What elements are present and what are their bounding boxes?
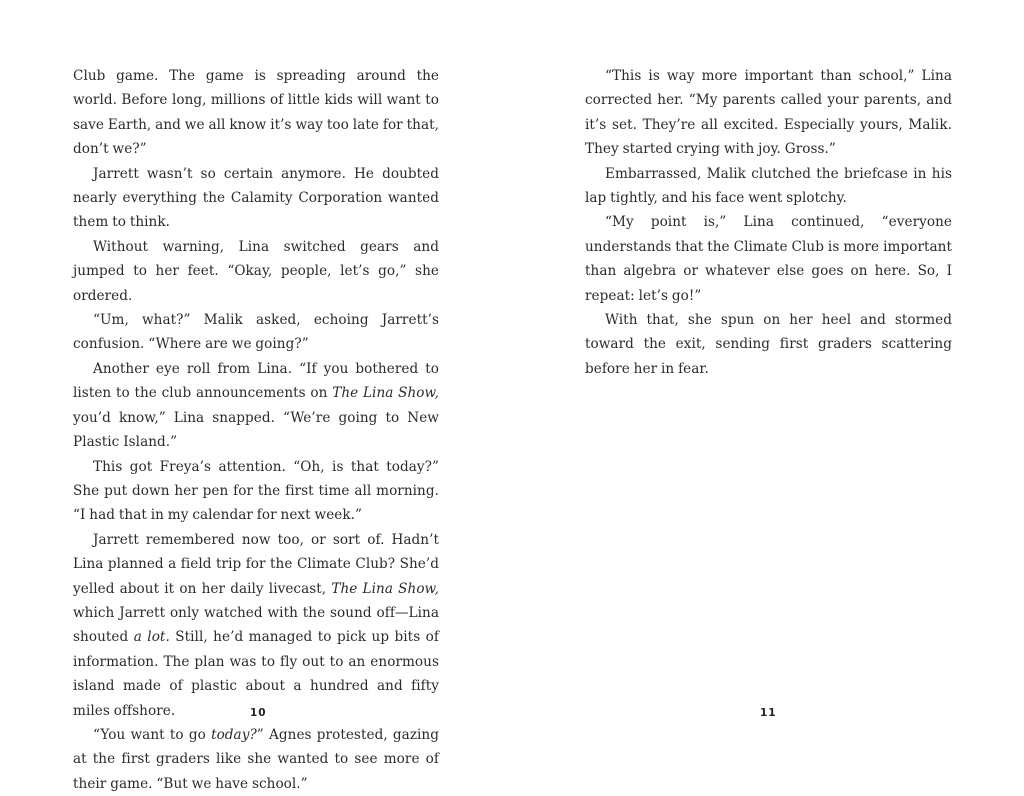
right-page	[585, 64, 952, 381]
paragraph: Without warning, Lina switched gears and jumped to her feet. “Okay, people, let’s go,” she ordered.	[73, 238, 439, 304]
page-number-right: 11	[760, 707, 777, 719]
paragraph: “Um, what?” Malik asked, echoing Jarrett’s confusion. “Where are we going?”	[73, 312, 439, 353]
left-page	[73, 64, 439, 796]
paragraph: Club game. The game is spreading around the world. Before long, millions of little kids will want to save Earth, and we all know it’s way too late for that, don’t we?”	[73, 68, 439, 158]
paragraph: With that, she spun on her heel and stormed toward the exit, sending first graders scattering before her in fear.	[585, 312, 952, 377]
paragraph: “This is way more important than school,” Lina corrected her. “My parents called your parents, and it’s set. They’re all excited. Especially yours, Malik. They started crying with joy. Gross.”	[585, 68, 952, 158]
italic-text: a lot.	[133, 629, 170, 646]
paragraph: Another eye roll from Lina. “If you bothered to listen to the club announcements on The Lina Show, you’d know,” Lina snapped. “We’re going to New Plastic Island.”	[73, 360, 439, 451]
paragraph: Jarrett remembered now too, or sort of. Hadn’t Lina planned a field trip for the Climate Club? She’d yelled about it on her daily livecast, The Lina Show, which Jarrett only watched with the sound off—Lina shouted a lot. Still, he’d managed to pick up bits of information. The plan was to fly out to an enormous island made of plastic about a hundred and fifty miles offshore.	[73, 531, 439, 719]
page-number-left: 10	[250, 707, 267, 719]
italic-text: The Lina Show,	[331, 580, 439, 597]
italic-text: The Lina Show,	[332, 385, 439, 402]
paragraph: Embarrassed, Malik clutched the briefcase in his lap tightly, and his face went splotchy.	[585, 165, 952, 207]
right-page-text	[585, 64, 952, 381]
paragraph: Jarrett wasn’t so certain anymore. He doubted nearly everything the Calamity Corporation wanted them to think.	[73, 165, 439, 231]
paragraph: “You want to go today?” Agnes protested, gazing at the first graders like she wanted to see more of their game. “But we have school.”	[73, 726, 439, 792]
italic-text: today?	[211, 726, 257, 743]
paragraph: This got Freya’s attention. “Oh, is that today?” She put down her pen for the first time all morning. “I had that in my calendar for next week.”	[73, 458, 439, 524]
paragraph: “My point is,” Lina continued, “everyone understands that the Climate Club is more important than algebra or whatever else goes on here. So, I repeat: let’s go!”	[585, 214, 952, 304]
left-page-text	[73, 64, 439, 796]
